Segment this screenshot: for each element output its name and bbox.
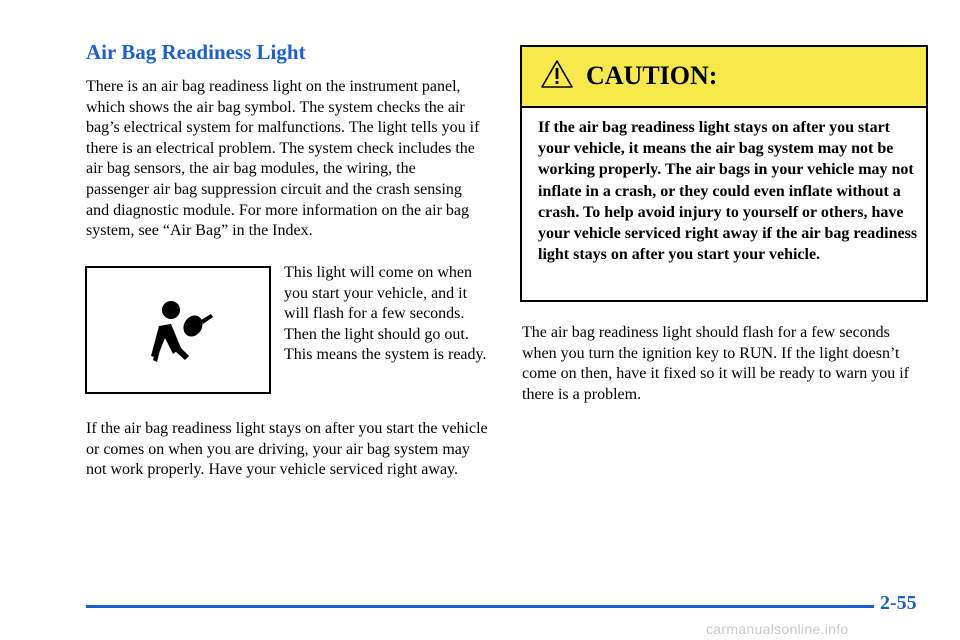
caution-text: If the air bag readiness light stays on after you start your vehicle, it means the air bag system may not be working properly. The air bags in your vehicle may not inflate in a crash, or they could even inflate without a crash. To help avoid injury to yourself or others, have your vehicle serviced right away if the air bag readiness light stays on after you start your vehicle. [538,119,918,264]
service-paragraph: If the air bag readiness light stays on after you start the vehicle or comes on when you are driving, your air bag system may not work properly. Have your vehicle serviced right away. [86,420,488,479]
light-behavior-paragraph: This light will come on when you start your vehicle, and it will flash for a few seconds. Then the light should go out. This means the system is ready. [284,264,487,364]
flash-paragraph: The air bag readiness light should flash for a few seconds when you turn the ignition key to RUN. If the light doesn’t come on then, have it fixed so it will be ready to warn you if there is a problem. [522,324,910,403]
warning-triangle-icon [540,59,574,89]
page-number: 2-55 [880,592,917,614]
caution-title: CAUTION: [586,61,718,90]
watermark-text: carmanualsonline.info [706,621,849,637]
intro-paragraph: There is an air bag readiness light on the instrument panel, which shows the air bag symbol. The system checks the air bag’s electrical system for malfunctions. The light tells you if there is an electrical problem. The system check includes the air bag sensors, the air bag modules, the wiring, the passenger air bag suppression circuit and the crash sensing and diagnostic module. For more information on the air bag system, see “Air Bag” in the Index. [86,78,480,240]
footer-rule [86,605,874,608]
air-bag-symbol-icon [145,296,217,368]
caution-box [520,45,928,302]
section-title: Air Bag Readiness Light [86,40,306,64]
air-bag-symbol-box [85,266,271,394]
caution-header [522,47,926,108]
